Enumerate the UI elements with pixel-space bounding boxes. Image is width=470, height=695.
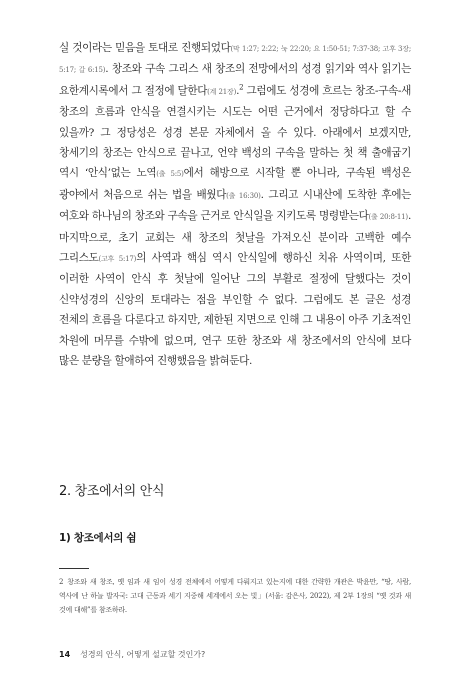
footnote-number: 2 bbox=[59, 578, 64, 586]
footnote bbox=[59, 575, 411, 617]
body-text-8: 의 사역과 핵심 역시 안식일에 행하신 치유 사역이며, 또한 이러한 사역이 안식 후 첫날에 일어난 그의 부활로 절정에 달했다는 것이 신약성경의 신앙의 토대라는 점을 부인할 수 없다. 그럼에도 본 글은 성경 전체의 흐름을 다룬다고 하지만, 제한된 지면으로 인해 그 내용이 아주 기초적인 차원에 머무를 수밖에 없으며, 연구 또한 창조와 새 창조에서의 안식에 보다 많은 분량을 할애하여 진행했음을 밝혀둔다. bbox=[59, 252, 411, 368]
footnote-divider bbox=[59, 568, 89, 569]
page-footer bbox=[59, 649, 205, 660]
scripture-reference: (막 1:27; 2:22; 눅 22:20; 요 1:50-51; 7:37-38; 고후 3장; 5:17; 갈 6:15) bbox=[59, 45, 411, 75]
scripture-reference: (출 5:5) bbox=[156, 170, 184, 179]
body-text-3: . bbox=[236, 84, 240, 97]
page-number: 14 bbox=[59, 650, 71, 659]
scripture-reference: (계 21장) bbox=[207, 87, 237, 96]
body-text-4: 그럼에도 성경에 흐르는 창조-구속-새 창조의 흐름과 안식을 연결시키는 시도는 어떤 근거에서 정당하다고 할 수 있을까? 그 정당성은 성경 본문 자체에서 올 수 있다. 아래에서 보겠지만, 창세기의 창조는 안식으로 끝나고, 언약 백성의 구속을 말하는 첫 책 출애굽기 역시 ‘안식’없는 노역 bbox=[59, 84, 412, 180]
scripture-reference: (고후 5:17) bbox=[98, 255, 137, 264]
section-heading: 2. 창조에서의 안식 bbox=[59, 484, 165, 499]
body-paragraph bbox=[59, 38, 411, 372]
body-text-1: 실 것이라는 믿음을 토대로 진행되었다 bbox=[59, 42, 231, 54]
scripture-reference: (출 16:30) bbox=[226, 191, 261, 200]
footnote-text: 창조와 새 창조, 옛 임과 새 임이 성경 전체에서 어떻게 다뤄지고 있는지에 대한 간략한 개관은 박윤만, “땅, 사람, 역사에 난 하늘 발자국: 고대 근동과 세기 지중해 세계에서 오는 빛」(서울: 감은사, 2022), 제 2부 1장의 “옛 것과 새 것에 대해”를 참조하라. bbox=[59, 578, 411, 614]
body-text-5: 에서 해방으로 시작할 뿐 아니라, 구속된 백성은 광야에서 처음으로 쉬는 법을 배웠다 bbox=[59, 167, 411, 201]
body-text-7: . 마지막으로, 초기 교회는 새 창조의 첫날을 가져오신 분이라 고백한 예수 그리스도 bbox=[59, 210, 411, 265]
running-title: 성경의 안식, 어떻게 설교할 것인가? bbox=[80, 650, 206, 659]
scripture-reference: (출 20:8-11) bbox=[368, 213, 408, 222]
footnote-marker[interactable]: 2 bbox=[239, 83, 244, 92]
body-text-2: . 창조와 구속 그리스 새 창조의 전망에서의 성경 읽기와 역사 읽기는 요한계시록에서 그 절정에 달한다 bbox=[59, 63, 412, 97]
body-text-6: . 그리고 시내산에 도착한 후에는 여호와 하나님의 창조와 구속을 근거로 안식일을 지키도록 명령받는다 bbox=[59, 188, 411, 223]
subsection-heading: 1) 창조에서의 쉼 bbox=[59, 532, 137, 544]
